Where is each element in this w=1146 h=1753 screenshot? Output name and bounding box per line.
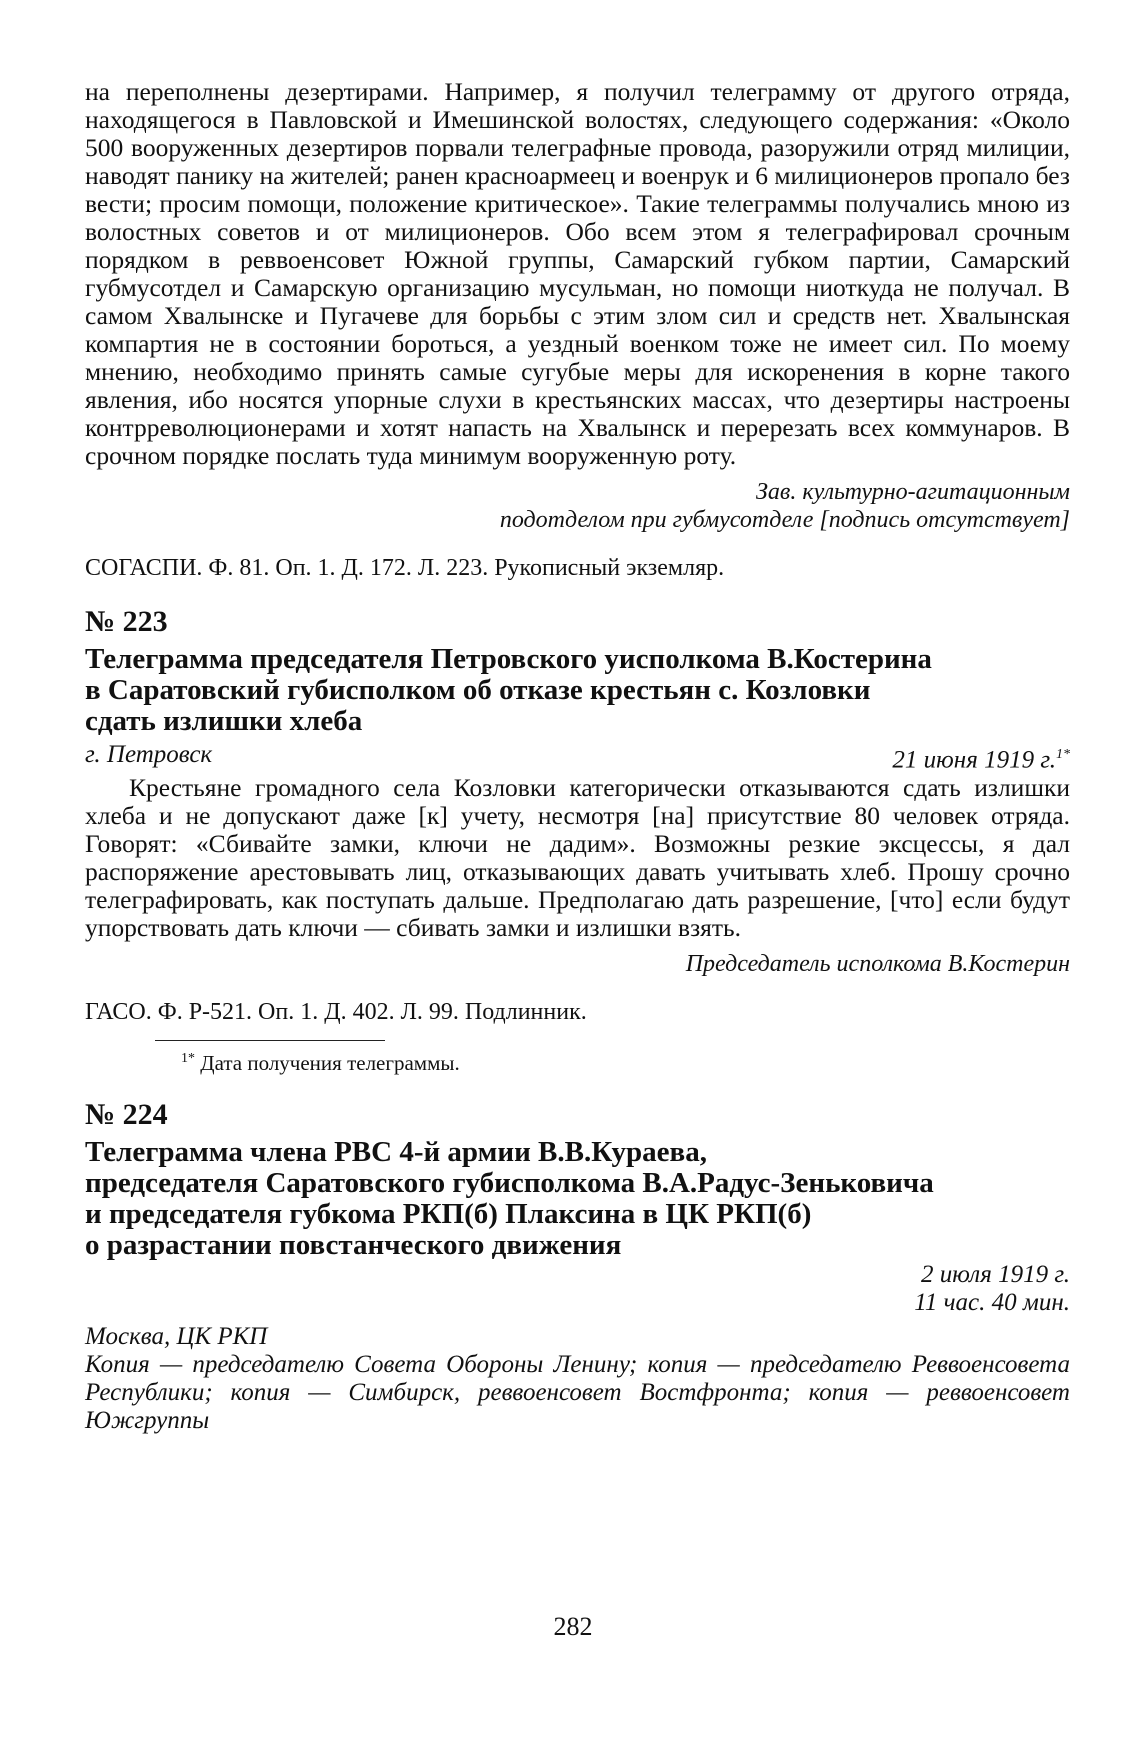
signature-block-1 [85,478,1070,534]
footnote-text: Дата получения телеграммы. [200,1051,460,1076]
body-223: Крестьяне громадного села Козловки категорически отказываются сдать излишки хлеба и не допускают даже [к] учету, несмотря [на] присутствие 80 человек отряда. Говорят: «Сбивайте замки, ключи не дадим». Возможны резкие эксцессы, я дал распоряжение арестовывать лиц, отказывающих давать учитывать хлеб. Прошу срочно телеграфировать, как поступать дальше. Предполагаю дать разрешение, [что] если будут упорствовать дать ключи — сбивать замки и излишки взять. [85,773,1070,943]
footnote-mark: 1* [181,1051,195,1067]
title-224-line-2: председателя Саратовского губисполкома В.А.Радус-Зеньковича [85,1167,934,1200]
title-223-line-3: сдать излишки хлеба [85,705,363,737]
document-title-224 [85,1137,1070,1261]
archive-reference-223: ГАСО. Ф. Р-521. Оп. 1. Д. 402. Л. 99. Подлинник. [85,999,587,1026]
document-number-224: № 224 [85,1098,168,1132]
footnote-divider [155,1040,385,1041]
date-time-224 [85,1261,1070,1317]
address-224: Москва, ЦК РКП [85,1323,268,1351]
date-224: 2 июля 1919 г. [921,1261,1070,1289]
place-date-row-223 [85,741,1070,774]
date-223: 21 июня 1919 г.$^{1*}$ [892,746,1070,774]
document-number-223: № 223 [85,605,168,638]
archive-reference-1: СОГАСПИ. Ф. 81. Оп. 1. Д. 172. Л. 223. Рукописный экземляр. [85,555,725,581]
place-223: г. Петровск [85,741,213,768]
title-224-line-3: и председателя губкома РКП(б) Плаксина в ЦК РКП(б) [85,1198,812,1231]
signature-line-2: подотделом при губмусотделе [подпись отсутствует] [499,507,1070,533]
page-number: 282 [553,1612,593,1641]
title-224-line-1: Телеграмма члена РВС 4-й армии В.В.Кураева, [85,1136,707,1169]
footnote-223 [181,1047,1070,1075]
continued-paragraph: на переполнены дезертирами. Например, я получил телеграмму от другого отряда, находящегося в Павловской и Имешинской волостях, следующего содержания: «Около 500 вооруженных дезертиров порвали телеграфные провода, разоружили отряд милиции, наводят панику на жителей; ранен красноармеец и военрук и 6 милиционеров пропало без вести; просим помощи, положение критическое». Такие телеграммы получались мною из волостных советов и от милиционеров. Обо всем этом я телеграфировал срочным порядком в реввоенсовет Южной группы, Самарский губком партии, Самарский губмусотдел и Самарскую организацию мусульман, но помощи ниоткуда не получал. В самом Хвалынске и Пугачеве для борьбы с этим злом сил и средств нет. Хвалынская компартия не в состоянии бороться, а уездный военком тоже не имеет сил. По моему мнению, необходимо принять самые сугубые меры для искоренения в корне такого явления, ибо носятся упорные слухи в крестьянских массах, что дезертиры настроены контрреволюционерами и хотят напасть на Хвалынск и перерезать всех коммунаров. В срочном порядке послать туда минимум вооруженную роту. [85,77,1070,470]
title-224-line-4: о разрастании повстанческого движения [85,1229,622,1262]
time-224: 11 час. 40 мин. [914,1289,1070,1317]
copies-224: Копия — председателю Совета Обороны Ленину; копия — председателю Реввоенсовета Республики; копия — Симбирск, реввоенсовет Востфронта; копия — реввоенсовет Южгруппы [85,1351,1070,1435]
date-footnote-mark: 1* [1056,747,1070,762]
signature-223: Председатель исполкома В.Костерин [685,951,1070,978]
document-title-223 [85,644,1070,737]
signature-line-1: Зав. культурно-агитационным [756,479,1070,505]
title-223-line-1: Телеграмма председателя Петровского уисполкома В.Костерина [85,643,932,675]
title-223-line-2: в Саратовский губисполком об отказе крестьян с. Козловки [85,674,871,706]
